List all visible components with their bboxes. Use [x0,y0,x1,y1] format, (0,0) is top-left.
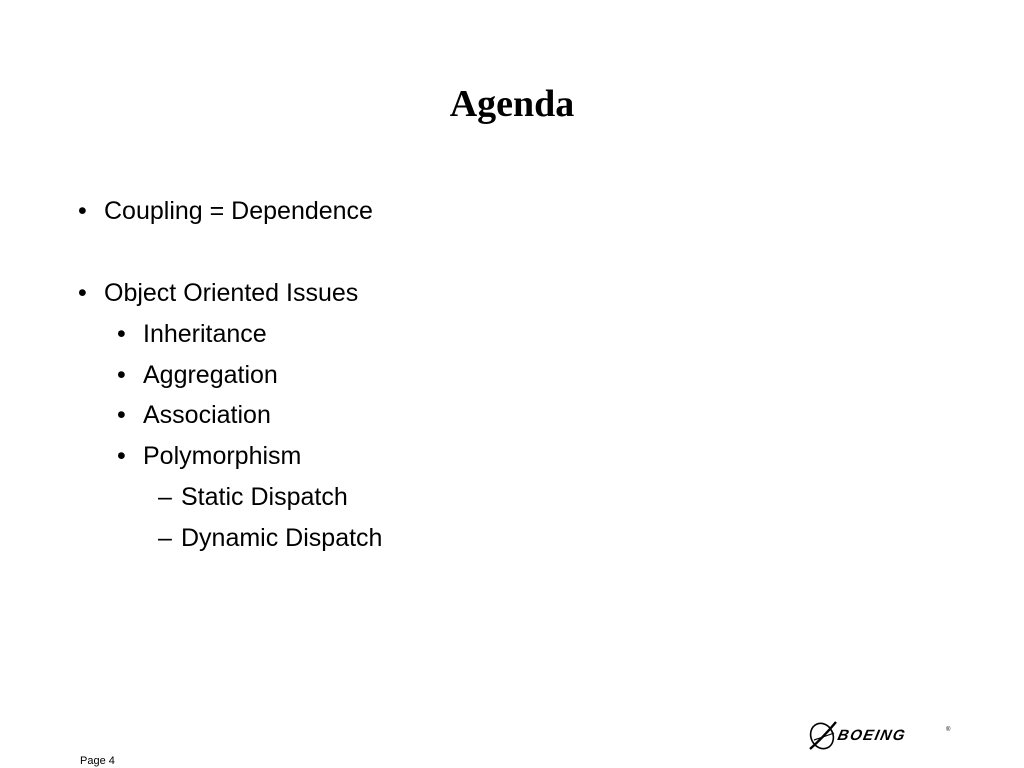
bullet-marker: • [117,401,126,429]
bullet-text: Polymorphism [143,442,302,470]
bullet-text: Association [143,401,271,429]
bullet-text: Coupling = Dependence [104,197,373,225]
bullet-text: Dynamic Dispatch [181,524,383,552]
bullet-marker: • [78,279,87,307]
bullet-text: Object Oriented Issues [104,279,359,307]
slide-title: Agenda [449,83,575,125]
bullet-marker: • [117,320,126,348]
bullet-marker: • [117,442,126,470]
svg-text:BOEING: BOEING [836,727,908,744]
bullet-text: Inheritance [143,320,267,348]
bullet-marker: • [78,197,87,225]
dash-marker: – [158,524,172,552]
boeing-logo-icon [806,716,956,756]
bullet-marker: • [117,361,126,389]
bullet-text: Static Dispatch [181,483,348,511]
bullet-text: Aggregation [143,361,278,389]
page-number: Page 4 [80,755,115,767]
dash-marker: – [158,483,172,511]
svg-text:®: ® [946,727,951,733]
